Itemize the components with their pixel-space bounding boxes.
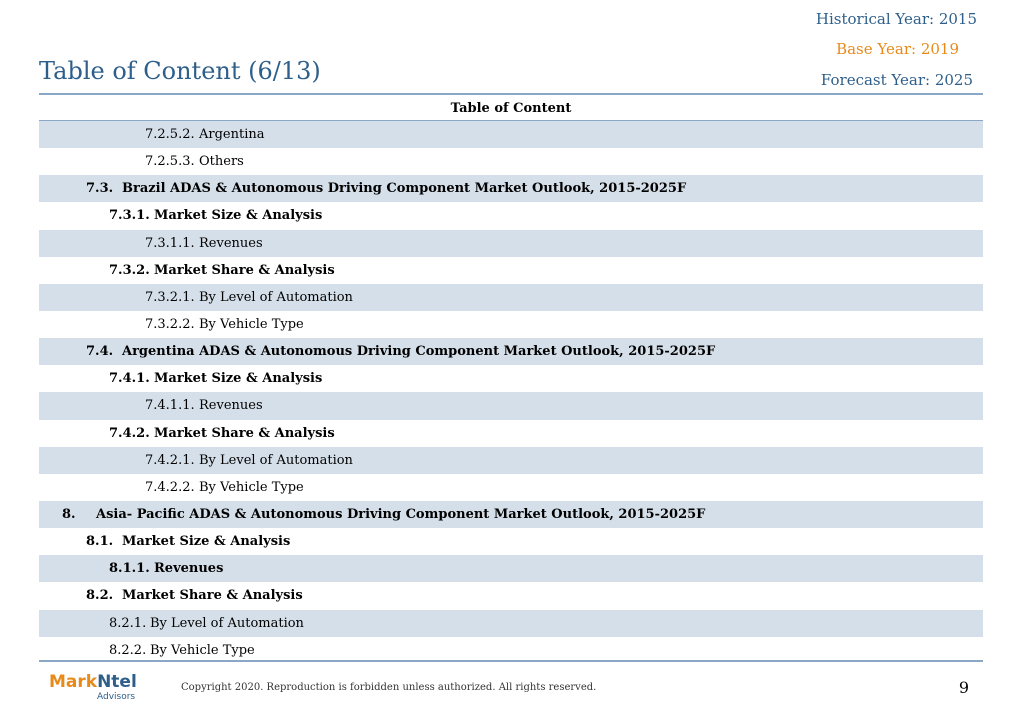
toc-row-number: 8. — [62, 506, 76, 522]
toc-row-number: 7.3.2. — [109, 262, 150, 278]
toc-heading: Table of Content — [450, 101, 572, 116]
toc-row — [39, 311, 983, 338]
toc-row — [39, 420, 983, 447]
toc-row-number: 7.4.2.1. — [145, 452, 195, 468]
toc-row-number: 7.4.2.2. — [145, 479, 195, 495]
toc-row-text: Argentina — [199, 127, 265, 142]
toc-row-text: Brazil ADAS & Autonomous Driving Component Market Outlook, 2015-2025F — [122, 181, 687, 197]
historical-year: Historical Year: 2015 — [815, 10, 977, 28]
logo-mark: Mark — [49, 672, 98, 692]
toc-row-text: By Vehicle Type — [199, 479, 304, 495]
toc-row-number: 8.1.1. — [109, 561, 150, 577]
toc-row-text: Market Size & Analysis — [154, 371, 323, 387]
toc-row — [39, 582, 983, 609]
toc-row — [39, 338, 983, 365]
toc-row — [39, 610, 983, 637]
toc-row — [39, 447, 983, 474]
toc-row-text: By Level of Automation — [150, 615, 304, 631]
toc-row-text: Revenues — [199, 235, 263, 251]
toc-row-number: 7.3.1.1. — [145, 235, 195, 251]
toc-row-number: 7.3.2.2. — [145, 316, 195, 332]
marknetel-logo — [49, 672, 137, 702]
toc-row — [39, 121, 983, 148]
toc-row-number: 8.2.2. — [109, 642, 147, 658]
toc-row — [39, 257, 983, 284]
footer-divider — [39, 660, 983, 662]
toc-row — [39, 474, 983, 501]
toc-row — [39, 284, 983, 311]
toc-row-text: Market Size & Analysis — [154, 208, 323, 224]
toc-row-number: 7.3. — [86, 181, 114, 197]
toc-row — [39, 528, 983, 555]
toc-row — [39, 392, 983, 419]
toc-row — [39, 175, 983, 202]
toc-row — [39, 148, 983, 175]
toc-row-text: Market Share & Analysis — [154, 262, 335, 278]
toc-row-text: Market Size & Analysis — [122, 534, 291, 550]
page-number: 9 — [958, 678, 969, 697]
toc-row — [39, 501, 983, 528]
toc-row-text: By Level of Automation — [199, 289, 353, 305]
header-divider — [39, 93, 983, 95]
toc-row — [39, 365, 983, 392]
toc-row-number: 7.4.1.1. — [145, 398, 195, 414]
page-title: Table of Content (6/13) — [39, 57, 321, 85]
toc-row-number: 7.3.1. — [109, 208, 150, 224]
toc-row-text: Market Share & Analysis — [154, 425, 335, 441]
toc-rows — [39, 121, 983, 664]
toc-row-number: 7.2.5.3. — [145, 154, 195, 170]
toc-row — [39, 202, 983, 229]
toc-row-text: By Level of Automation — [199, 452, 353, 468]
base-year: Base Year: 2019 — [836, 40, 959, 58]
toc-row-text: By Vehicle Type — [150, 642, 255, 658]
toc-row-number: 7.4. — [86, 344, 114, 360]
toc-row-number: 8.1. — [86, 534, 114, 550]
toc-row-text: Market Share & Analysis — [122, 588, 303, 604]
toc-row-number: 8.2. — [86, 588, 114, 604]
toc-row-number: 7.4.1. — [109, 371, 150, 387]
toc-row-text: Argentina ADAS & Autonomous Driving Component Market Outlook, 2015-2025F — [122, 344, 716, 360]
toc-row-number: 7.2.5.2. — [145, 127, 195, 142]
toc-row — [39, 230, 983, 257]
toc-row-text: Revenues — [154, 561, 224, 577]
toc-row-number: 8.2.1. — [109, 615, 147, 631]
toc-row-number: 7.4.2. — [109, 425, 150, 441]
toc-row-text: Revenues — [199, 398, 263, 414]
copyright-text: Copyright 2020. Reproduction is forbidden unless authorized. All rights reserved. — [181, 682, 597, 693]
toc-row-number: 7.3.2.1. — [145, 289, 195, 305]
toc-row — [39, 555, 983, 582]
toc-row-text: Asia- Pacific ADAS & Autonomous Driving Component Market Outlook, 2015-2025F — [96, 506, 706, 522]
toc-row-text: By Vehicle Type — [199, 316, 304, 332]
forecast-year: Forecast Year: 2025 — [820, 71, 973, 89]
logo-subtitle: Advisors — [97, 692, 136, 702]
logo-ntel: Ntel — [97, 672, 137, 692]
toc-row-text: Others — [199, 154, 244, 170]
